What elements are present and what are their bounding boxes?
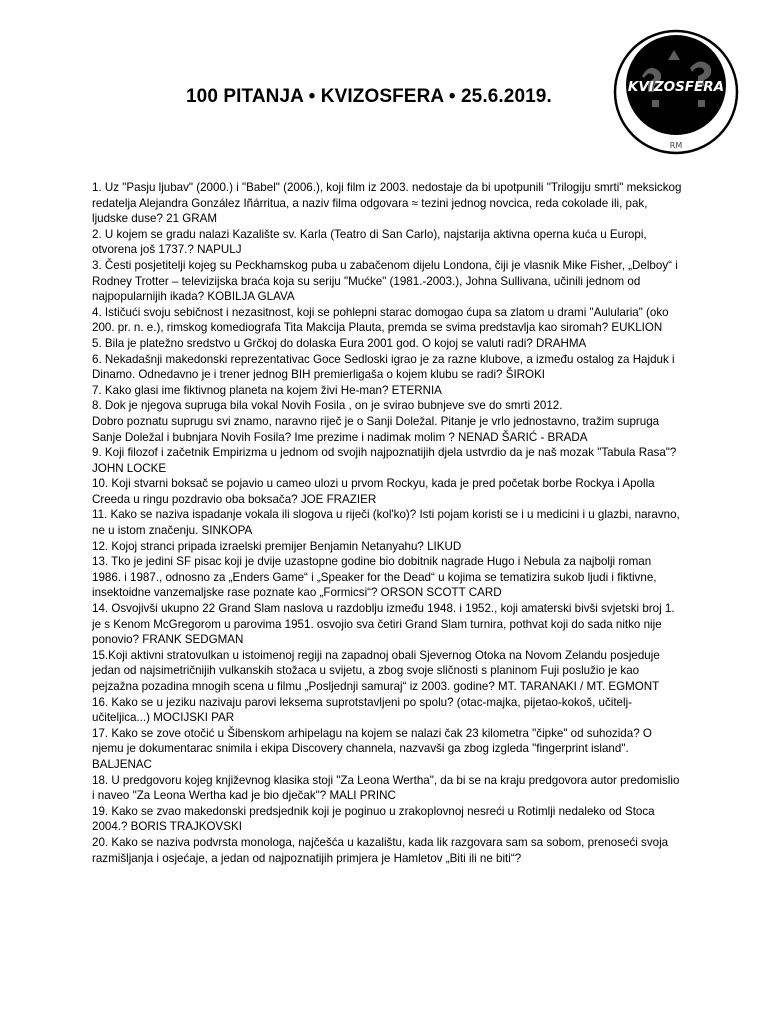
question-item: 9. Koji filozof i začetnik Empirizma u jednom od svojih najpoznatijih djela ustvrdio da je naš mozak "Tabula Rasa"? JOHN LOCKE [92,446,677,475]
question-item: 19. Kako se zvao makedonski predsjednik koji je poginuo u zrakoplovnoj nesreći u Rotimlji nedaleko od Stoca 2004.? BORIS TRAJKOVSKI [92,804,655,834]
question-item: 10. Koji stvarni boksač se pojavio u cameo ulozi u prvom Rockyu, kada je pred početak borbe Rockya i Apolla Creeda u ringu pozdravio oba boksača? JOE FRAZIER [92,477,655,506]
question-item: 12. Kojoj stranci pripada izraelski premijer Benjamin Netanyahu? LIKUD [92,539,462,553]
questions-list [92,180,682,866]
question-item: 6. Nekadašnji makedonski reprezentativac Goce Sedloski igrao je za razne klubove, a između ostalog za Hajduk i Dinamo. Odnedavno je i trener jednog BIH premierligaša o kojem klubu se radi? ŠIROKI [92,352,675,382]
question-item: 20. Kako se naziva podvrsta monologa, najčešća u kazalištu, kada lik razgovara sam sa sobom, prenoseći svoja razmišljanja i osjećaje, a jedan od najpoznatijih primjera je Hamletov „Biti ili ne biti“? [92,835,669,865]
question-item: 8. Dok je njegova supruga bila vokal Novih Fosila , on je svirao bubnjeve sve do smrti 2012. [92,399,563,413]
question-item: 18. U predgovoru kojeg književnog klasika stoji "Za Leona Wertha", da bi se na kraju predgovora autor predomislio i naveo "Za Leona Wertha kad je bio dječak"? MALI PRINC [92,773,680,803]
page-title: 100 PITANJA • KVIZOSFERA • 25.6.2019. [186,86,552,107]
kvizosfera-logo [612,28,740,156]
question-item: 17. Kako se zove otočić u Šibenskom arhipelagu na kojem se nalazi čak 23 kilometra "čipke" od suhozida? O njemu je dokumentarac snimila i ekipa Discovery channela, nazvavši ga zbog izgleda "fingerprint island". BALJENAC [92,726,652,771]
question-item: 14. Osvojivši ukupno 22 Grand Slam naslova u razdoblju između 1948. i 1952., koji amaterski bivši svjetski broj 1. je s Kenom McGregorom u parovima 1951. osvojio sva četiri Grand Slam turnira, pothvat koji do sada nitko nije ponovio? FRANK SEDGMAN [92,602,675,647]
logo-graphic [612,28,740,156]
question-item: 3. Česti posjetitelji kojeg su Peckhamskog puba u zabačenom dijelu Londona, čiji je vlasnik Mike Fisher, „Delboy“ i Rodney Trotter – televizijska braća koja su seriju "Mućke" (1981.-2003.), Johna Sullivana, učinili jednom od najpopularnijih ikada? KOBILJA GLAVA [92,258,678,304]
question-item: 1. Uz "Pasju ljubav" (2000.) i "Babel" (2006.), koji film iz 2003. nedostaje da bi upotpunili "Trilogiju smrti" meksickog redatelja Alejandra González Iñárritua, a naziv filma odgovara ≈ tezini jednog novcica, reda cokolade ili, pak, ljudske duse? 21 GRAM [92,181,682,226]
question-item: 2. U kojem se gradu nalazi Kazalište sv. Karla (Teatro di San Carlo), najstarija aktivna operna kuća u Europi, otvorena još 1737.? NAPULJ [92,227,647,257]
logo-subtext: RM [669,141,683,150]
question-item: 16. Kako se u jeziku nazivaju parovi leksema suprotstavljeni po spolu? (otac-majka, pijetao-kokoš, učitelj-učiteljica...) MOCIJSKI PAR [92,695,633,725]
question-item: 11. Kako se naziva ispadanje vokala ili slogova u riječi (kol'ko)? Isti pojam koristi se i u medicini i u glazbi, naravno, ne u istom značenju. SINKOPA [92,508,680,538]
question-item: Dobro poznatu suprugu svi znamo, naravno riječ je o Sanji Doležal. Pitanje je vrlo jednostavno, tražim supruga Sanje Doležal i bubnjara Novih Fosila? Ime prezime i nadimak molim ? NENAD ŠARIĆ - BRADA [92,414,660,444]
question-item: 15.Koji aktivni stratovulkan u istoimenoj regiji na zapadnoj obali Sjevernog Otoka na Novom Zelandu posjeduje jedan od najsimetričnijih vulkanskih stožaca u svijetu, a zbog svoje sličnosti s planinom Fuji poslužio je kao pejzažna pozadina mnogih scena u filmu „Posljednji samuraj“ iz 2003. godine? MT. TARANAKI / MT. EGMONT [92,648,660,693]
question-item: 7. Kako glasi ime fiktivnog planeta na kojem živi He-man? ETERNIA [92,383,442,397]
question-item: 5. Bila je platežno sredstvo u Grčkoj do dolaska Eura 2001 god. O kojoj se valuti radi? DRAHMA [92,336,587,350]
question-item: 13. Tko je jedini SF pisac koji je dvije uzastopne godine bio dobitnik nagrade Hugo i Nebula za najbolji roman 1986. i 1987., odnosno za „Enders Game“ i „Speaker for the Dead“ u kojima se tematizira sukob ljudi i fiktivne, insektoidne vanzemaljske rase poznate kao „Formicsi“? ORSON SCOTT CARD [92,555,657,600]
logo-text: KVIZOSFERA [627,79,725,95]
question-item: 4. Ističući svoju sebičnost i nezasitnost, koji se pohlepni starac domogao ćupa sa zlatom u drami "Aulularia" (oko 200. pr. n. e.), rimskog komediografa Tita Makcija Plauta, premda se svima predstavlja kao siromah? EUKLION [92,305,669,335]
